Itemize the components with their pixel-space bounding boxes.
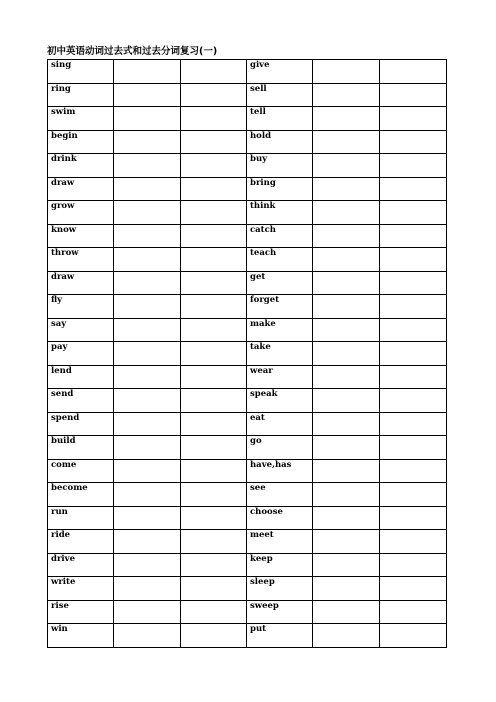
past-tense-blank-left[interactable] (114, 154, 181, 178)
past-participle-blank-left[interactable] (181, 506, 247, 530)
table-row (48, 483, 447, 507)
past-participle-blank-right[interactable] (380, 201, 447, 225)
past-participle-blank-right[interactable] (380, 389, 447, 413)
past-tense-blank-left[interactable] (114, 271, 181, 295)
past-tense-blank-left[interactable] (114, 318, 181, 342)
past-participle-blank-right[interactable] (380, 436, 447, 460)
past-tense-blank-right[interactable] (313, 506, 380, 530)
verb-base-right: hold (247, 130, 313, 154)
verb-base-left: come (48, 459, 114, 483)
past-tense-blank-right[interactable] (313, 60, 380, 84)
verb-base-right: go (247, 436, 313, 460)
past-participle-blank-right[interactable] (380, 107, 447, 131)
verb-base-right: keep (247, 553, 313, 577)
past-tense-blank-left[interactable] (114, 436, 181, 460)
past-tense-blank-right[interactable] (313, 459, 380, 483)
verb-base-right: teach (247, 248, 313, 272)
past-tense-blank-right[interactable] (313, 318, 380, 342)
verb-base-left: swim (48, 107, 114, 131)
table-row (48, 271, 447, 295)
table-row (48, 83, 447, 107)
verb-base-right: sweep (247, 600, 313, 624)
past-tense-blank-left[interactable] (114, 248, 181, 272)
verb-base-right: put (247, 624, 313, 648)
table-row (48, 436, 447, 460)
past-tense-blank-right[interactable] (313, 553, 380, 577)
past-participle-blank-right[interactable] (380, 154, 447, 178)
past-participle-blank-right[interactable] (380, 60, 447, 84)
table-row (48, 60, 447, 84)
verb-base-right: buy (247, 154, 313, 178)
table-row (48, 577, 447, 601)
past-tense-blank-left[interactable] (114, 530, 181, 554)
past-tense-blank-right[interactable] (313, 107, 380, 131)
past-tense-blank-right[interactable] (313, 577, 380, 601)
past-tense-blank-left[interactable] (114, 295, 181, 319)
verb-table-body (48, 60, 447, 648)
verb-base-left: grow (48, 201, 114, 225)
past-tense-blank-right[interactable] (313, 201, 380, 225)
past-participle-blank-right[interactable] (380, 224, 447, 248)
past-participle-blank-right[interactable] (380, 365, 447, 389)
verb-base-left: draw (48, 271, 114, 295)
past-participle-blank-left[interactable] (181, 318, 247, 342)
past-participle-blank-left[interactable] (181, 483, 247, 507)
past-tense-blank-right[interactable] (313, 436, 380, 460)
verb-base-right: sell (247, 83, 313, 107)
past-participle-blank-left[interactable] (181, 412, 247, 436)
verb-base-right: speak (247, 389, 313, 413)
past-tense-blank-right[interactable] (313, 130, 380, 154)
verb-base-left: say (48, 318, 114, 342)
verb-base-left: send (48, 389, 114, 413)
past-participle-blank-right[interactable] (380, 577, 447, 601)
table-row (48, 412, 447, 436)
past-tense-blank-left[interactable] (114, 412, 181, 436)
verb-base-left: fly (48, 295, 114, 319)
table-row (48, 130, 447, 154)
past-tense-blank-left[interactable] (114, 577, 181, 601)
verb-base-left: know (48, 224, 114, 248)
verb-base-right: sleep (247, 577, 313, 601)
verb-base-right: eat (247, 412, 313, 436)
table-row (48, 342, 447, 366)
past-tense-blank-left[interactable] (114, 624, 181, 648)
past-tense-blank-right[interactable] (313, 365, 380, 389)
verb-base-right: meet (247, 530, 313, 554)
past-participle-blank-left[interactable] (181, 365, 247, 389)
past-tense-blank-right[interactable] (313, 600, 380, 624)
past-tense-blank-right[interactable] (313, 177, 380, 201)
verb-base-left: sing (48, 60, 114, 84)
worksheet-title: 初中英语动词过去式和过去分词复习(一) (47, 46, 218, 57)
verb-base-left: lend (48, 365, 114, 389)
verb-base-left: ring (48, 83, 114, 107)
verb-base-right: choose (247, 506, 313, 530)
past-participle-blank-left[interactable] (181, 577, 247, 601)
past-tense-blank-left[interactable] (114, 365, 181, 389)
past-participle-blank-left[interactable] (181, 389, 247, 413)
verb-base-right: see (247, 483, 313, 507)
verb-base-left: spend (48, 412, 114, 436)
past-participle-blank-left[interactable] (181, 624, 247, 648)
past-participle-blank-right[interactable] (380, 295, 447, 319)
past-tense-blank-right[interactable] (313, 412, 380, 436)
past-participle-blank-left[interactable] (181, 201, 247, 225)
past-participle-blank-right[interactable] (380, 83, 447, 107)
past-participle-blank-left[interactable] (181, 600, 247, 624)
table-row (48, 295, 447, 319)
past-participle-blank-right[interactable] (380, 624, 447, 648)
table-row (48, 553, 447, 577)
past-participle-blank-left[interactable] (181, 60, 247, 84)
past-participle-blank-right[interactable] (380, 412, 447, 436)
past-participle-blank-left[interactable] (181, 107, 247, 131)
past-participle-blank-left[interactable] (181, 248, 247, 272)
past-participle-blank-right[interactable] (380, 177, 447, 201)
verb-base-left: draw (48, 177, 114, 201)
table-row (48, 365, 447, 389)
past-tense-blank-left[interactable] (114, 342, 181, 366)
past-participle-blank-right[interactable] (380, 271, 447, 295)
table-row (48, 154, 447, 178)
verb-base-left: become (48, 483, 114, 507)
verb-base-left: pay (48, 342, 114, 366)
table-row (48, 459, 447, 483)
verb-base-right: think (247, 201, 313, 225)
past-participle-blank-left[interactable] (181, 130, 247, 154)
past-participle-blank-right[interactable] (380, 342, 447, 366)
past-tense-blank-left[interactable] (114, 130, 181, 154)
past-participle-blank-left[interactable] (181, 83, 247, 107)
past-participle-blank-left[interactable] (181, 530, 247, 554)
past-participle-blank-left[interactable] (181, 553, 247, 577)
past-tense-blank-left[interactable] (114, 177, 181, 201)
past-tense-blank-left[interactable] (114, 506, 181, 530)
table-row (48, 530, 447, 554)
past-tense-blank-right[interactable] (313, 624, 380, 648)
past-participle-blank-left[interactable] (181, 295, 247, 319)
past-tense-blank-left[interactable] (114, 483, 181, 507)
past-participle-blank-right[interactable] (380, 248, 447, 272)
verb-base-left: drive (48, 553, 114, 577)
table-row (48, 177, 447, 201)
verb-base-left: run (48, 506, 114, 530)
past-tense-blank-right[interactable] (313, 83, 380, 107)
verb-base-right: make (247, 318, 313, 342)
verb-base-right: bring (247, 177, 313, 201)
past-tense-blank-right[interactable] (313, 248, 380, 272)
past-tense-blank-left[interactable] (114, 224, 181, 248)
verb-base-left: win (48, 624, 114, 648)
verb-base-right: wear (247, 365, 313, 389)
verb-base-left: ride (48, 530, 114, 554)
verb-base-right: have,has (247, 459, 313, 483)
past-tense-blank-right[interactable] (313, 342, 380, 366)
past-tense-blank-right[interactable] (313, 224, 380, 248)
table-row (48, 600, 447, 624)
verb-base-right: catch (247, 224, 313, 248)
verb-base-left: begin (48, 130, 114, 154)
verb-base-right: get (247, 271, 313, 295)
verb-base-right: take (247, 342, 313, 366)
past-tense-blank-left[interactable] (114, 389, 181, 413)
past-participle-blank-left[interactable] (181, 436, 247, 460)
past-tense-blank-left[interactable] (114, 107, 181, 131)
table-row (48, 506, 447, 530)
past-participle-blank-right[interactable] (380, 506, 447, 530)
table-row (48, 624, 447, 648)
past-participle-blank-left[interactable] (181, 459, 247, 483)
past-tense-blank-left[interactable] (114, 83, 181, 107)
past-participle-blank-right[interactable] (380, 459, 447, 483)
verb-table (47, 59, 447, 648)
table-row (48, 318, 447, 342)
verb-base-left: rise (48, 600, 114, 624)
past-tense-blank-right[interactable] (313, 154, 380, 178)
past-tense-blank-right[interactable] (313, 271, 380, 295)
past-tense-blank-left[interactable] (114, 553, 181, 577)
past-tense-blank-right[interactable] (313, 389, 380, 413)
past-participle-blank-right[interactable] (380, 530, 447, 554)
past-participle-blank-left[interactable] (181, 271, 247, 295)
past-tense-blank-left[interactable] (114, 600, 181, 624)
past-participle-blank-left[interactable] (181, 154, 247, 178)
table-row (48, 248, 447, 272)
verb-base-left: build (48, 436, 114, 460)
past-tense-blank-left[interactable] (114, 201, 181, 225)
past-participle-blank-right[interactable] (380, 318, 447, 342)
past-participle-blank-left[interactable] (181, 177, 247, 201)
verb-base-left: write (48, 577, 114, 601)
past-participle-blank-right[interactable] (380, 600, 447, 624)
past-tense-blank-right[interactable] (313, 530, 380, 554)
table-row (48, 107, 447, 131)
verb-base-right: give (247, 60, 313, 84)
past-tense-blank-right[interactable] (313, 295, 380, 319)
past-participle-blank-right[interactable] (380, 553, 447, 577)
verb-base-right: tell (247, 107, 313, 131)
past-tense-blank-left[interactable] (114, 459, 181, 483)
table-row (48, 201, 447, 225)
verb-base-right: forget (247, 295, 313, 319)
past-participle-blank-left[interactable] (181, 224, 247, 248)
past-participle-blank-right[interactable] (380, 483, 447, 507)
verb-base-left: throw (48, 248, 114, 272)
table-row (48, 224, 447, 248)
table-row (48, 389, 447, 413)
past-tense-blank-right[interactable] (313, 483, 380, 507)
verb-base-left: drink (48, 154, 114, 178)
past-participle-blank-left[interactable] (181, 342, 247, 366)
past-tense-blank-left[interactable] (114, 60, 181, 84)
past-participle-blank-right[interactable] (380, 130, 447, 154)
